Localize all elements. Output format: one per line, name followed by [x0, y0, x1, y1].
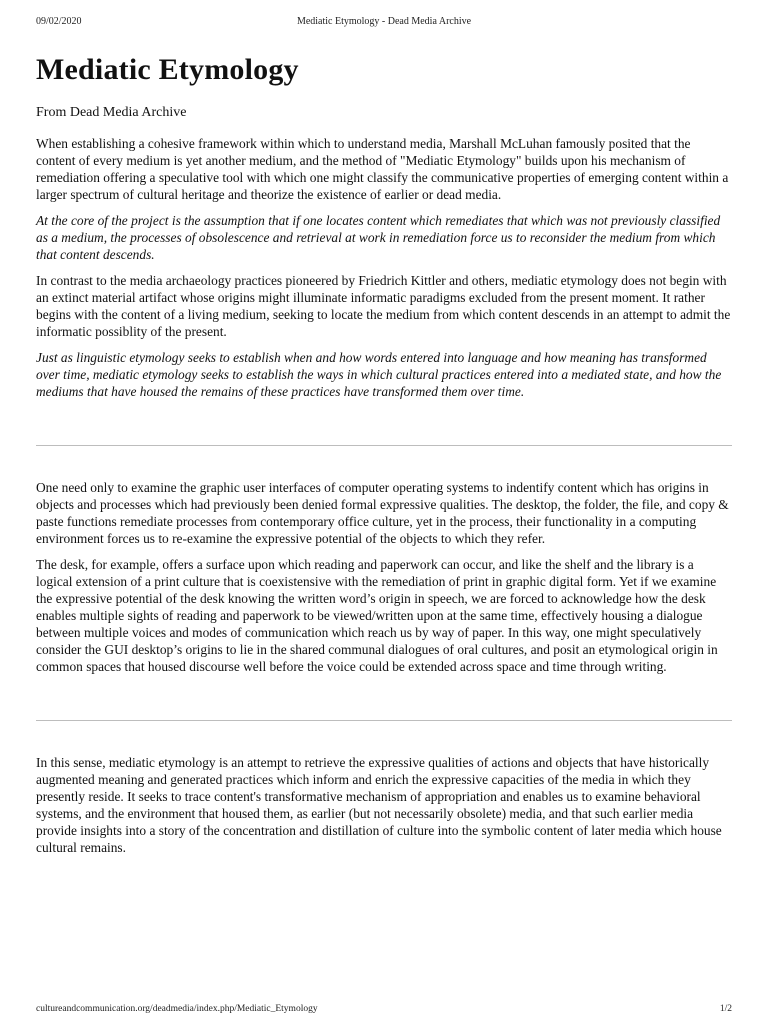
source-line: From Dead Media Archive [36, 105, 187, 120]
page-number: 1/2 [719, 1004, 732, 1014]
paragraph-italic: Just as linguistic etymology seeks to establish when and how words entered into language and how meaning has transformed over time, mediatic etymology seeks to establish the ways in which cultural practices entered into a mediated state, and how the mediums that have housed the remains of these practices have transformed them over time. [36, 350, 722, 399]
paragraph: In this sense, mediatic etymology is an attempt to retrieve the expressive qualities of actions and objects that have historically augmented meaning and generated practices which inform and enrich the expressive capacities of the media in which they presently reside. It seeks to trace content's transformative mechanism of appropriation and enables us to examine behavioral systems, and the environment that housed them, as earlier (but not necessarily obsolete) media, and that such earlier media provide insights into a story of the concentration and distillation of culture into the symbolic content of later media which house cultural remains. [36, 755, 722, 855]
paragraph: When establishing a cohesive framework within which to understand media, Marshall McLuhan famously posited that the content of every medium is yet another medium, and the method of "Mediatic Etymology" builds upon his mechanism of remediation offering a speculative tool with which one might classify the communicative properties of emerging content within a larger spectrum of cultural heritage and theorize the existence of earlier or dead media. [36, 136, 729, 202]
page-url[interactable]: cultureandcommunication.org/deadmedia/index.php/Mediatic_Etymology [36, 1004, 318, 1014]
section-divider [36, 720, 732, 721]
article-content [36, 52, 732, 856]
print-page-title: Mediatic Etymology - Dead Media Archive [296, 16, 472, 27]
print-date: 09/02/2020 [36, 16, 82, 27]
section-divider [36, 445, 732, 446]
page-title: Mediatic Etymology [36, 53, 299, 86]
paragraph: One need only to examine the graphic user interfaces of computer operating systems to indentify content which has origins in objects and processes which had previously been denied formal expressive qualities. The desktop, the folder, the file, and copy & paste functions remediate processes from contemporary office culture, yet in the process, their functionality in a computing environment forces us to re-examine the expressive potential of the objects to which they refer. [36, 480, 729, 546]
paragraph-italic: At the core of the project is the assumption that if one locates content which remediates that which was not previously classified as a medium, the processes of obsolescence and retrieval at work in remediation force us to reconsider the medium from which that content descends. [36, 213, 721, 262]
paragraph: The desk, for example, offers a surface upon which reading and paperwork can occur, and like the shelf and the library is a logical extension of a print culture that is coexistensive with the remediation of print in graphic digital form. Yet if we examine the expressive potential of the desk knowing the written word’s origin in speech, we are forced to acknowledge how the desk enables multiple sights of reading and paperwork to be viewed/written upon at the same time, effectively housing a dialogue between multiple voices and modes of communication which reach us by way of paper. In this way, one might speculatively consider the GUI desktop’s origins to lie in the shared communal dialogues of oral cultures, and posit an etymological origin in common spaces that housed discourse well before the voice could be extended across space and time through writing. [36, 557, 718, 674]
paragraph: In contrast to the media archaeology practices pioneered by Friedrich Kittler and others, mediatic etymology does not begin with an extinct material artifact whose origins might illuminate informatic paradigms excluded from the present moment. It rather begins with the content of a living medium, seeking to locate the medium from which content descends in an attempt to admit the informatic possiblity of the present. [36, 273, 731, 339]
